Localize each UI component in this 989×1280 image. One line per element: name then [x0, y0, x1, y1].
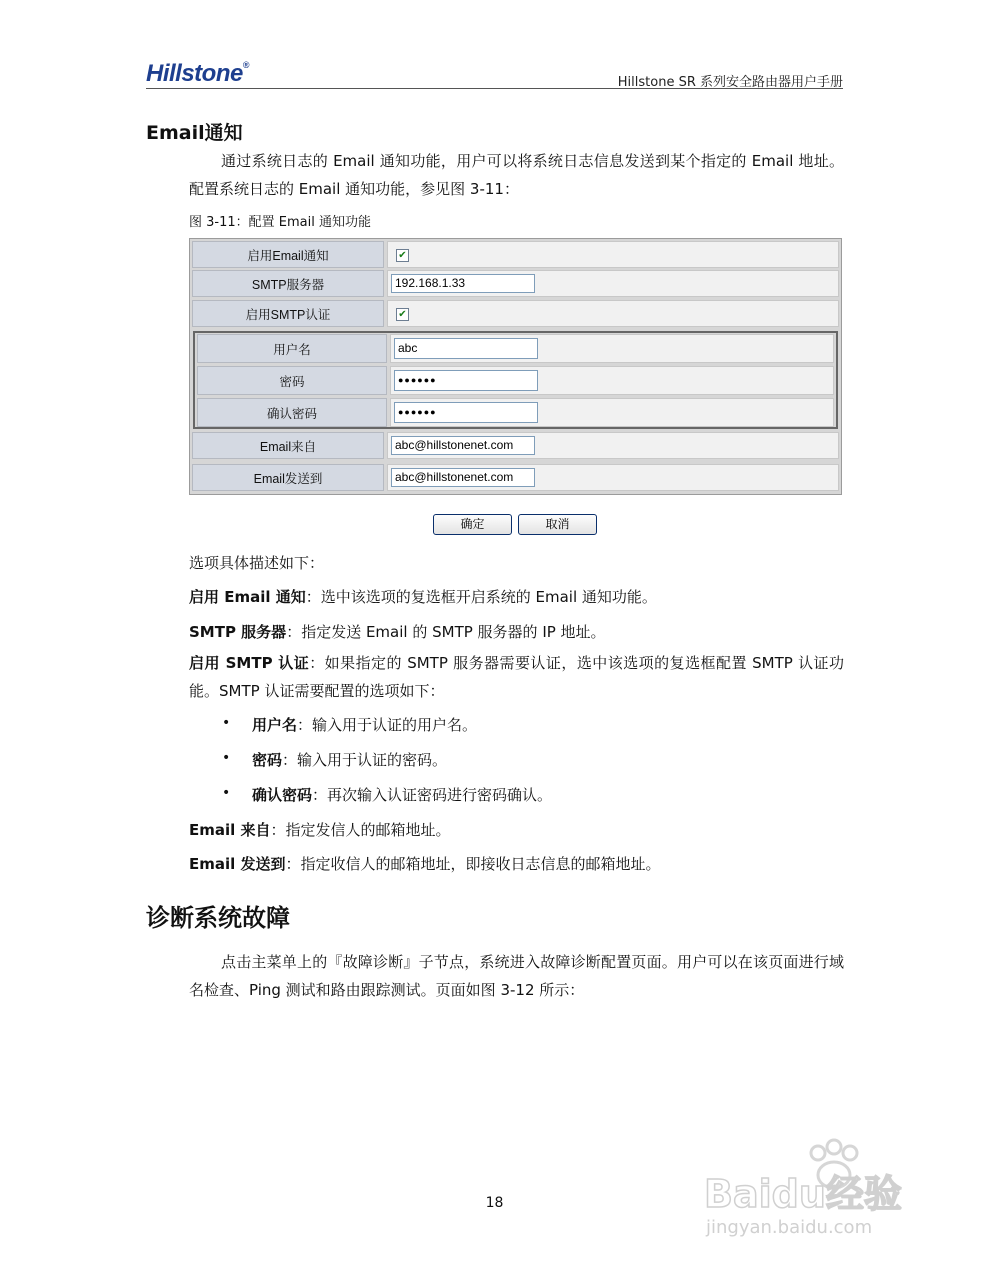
email-from-label: Email来自: [192, 432, 384, 459]
enable-email-checkbox[interactable]: ✔: [396, 249, 409, 262]
confirm-password-label: 确认密码: [197, 398, 387, 427]
password-input[interactable]: ●●●●●●: [394, 370, 538, 391]
email-to-input[interactable]: abc@hillstonenet.com: [391, 468, 535, 487]
bullet-dot: •: [222, 715, 231, 731]
username-label: 用户名: [197, 334, 387, 363]
hillstone-logo: Hillstone®: [146, 60, 249, 87]
username-input[interactable]: abc: [394, 338, 538, 359]
confirm-password-input[interactable]: ●●●●●●: [394, 402, 538, 423]
section-heading-email: Email通知: [146, 122, 243, 144]
page-number: 18: [485, 1195, 504, 1211]
desc-smtp-server: SMTP 服务器：指定发送 Email 的 SMTP 服务器的 IP 地址。: [189, 623, 606, 641]
email-config-form: [189, 238, 842, 495]
smtp-auth-group: [193, 331, 838, 429]
watermark-brand: Baidu经验: [704, 1172, 902, 1216]
desc-intro: 选项具体描述如下：: [189, 554, 325, 572]
email-from-input[interactable]: abc@hillstonenet.com: [391, 436, 535, 455]
form-row-password: [197, 366, 834, 395]
form-row-email-from: [192, 432, 839, 459]
form-row-confirm-password: [197, 398, 834, 427]
bullet-dot: •: [222, 785, 231, 801]
form-row-email-to: [192, 464, 839, 491]
figure-caption: 图 3-11：配置 Email 通知功能: [189, 215, 371, 230]
desc-smtp-auth: 启用 SMTP 认证：如果指定的 SMTP 服务器需要认证，选中该选项的复选框配置 SMTP 认证功能。SMTP 认证需要配置的选项如下：: [189, 654, 844, 700]
intro-paragraph: 通过系统日志的 Email 通知功能，用户可以将系统日志信息发送到某个指定的 Email 地址。配置系统日志的 Email 通知功能，参见图 3-11：: [189, 152, 844, 198]
header-divider: [146, 88, 843, 89]
ok-button[interactable]: 确定: [433, 514, 512, 535]
section-heading-diagnostics: 诊断系统故障: [146, 904, 290, 932]
form-row-enable-email: [192, 241, 839, 268]
enable-email-label: 启用Email通知: [192, 241, 384, 268]
form-row-enable-smtp-auth: [192, 300, 839, 327]
watermark-url: jingyan.baidu.com: [706, 1217, 873, 1238]
diagnostics-paragraph: 点击主菜单上的『故障诊断』子节点，系统进入故障诊断配置页面。用户可以在该页面进行域名检查、Ping 测试和路由跟踪测试。页面如图 3-12 所示：: [189, 953, 844, 999]
manual-title: Hillstone SR 系列安全路由器用户手册: [617, 75, 843, 90]
bullet-confirm-password: 确认密码：再次输入认证密码进行密码确认。: [252, 786, 553, 804]
bullet-dot: •: [222, 750, 231, 766]
desc-email-to: Email 发送到：指定收信人的邮箱地址，即接收日志信息的邮箱地址。: [189, 855, 661, 873]
enable-smtp-auth-label: 启用SMTP认证: [192, 300, 384, 327]
desc-email-from: Email 来自：指定发信人的邮箱地址。: [189, 821, 451, 839]
desc-enable-email: 启用 Email 通知：选中该选项的复选框开启系统的 Email 通知功能。: [189, 588, 657, 606]
smtp-server-label: SMTP服务器: [192, 270, 384, 297]
form-row-username: [197, 334, 834, 363]
enable-smtp-auth-checkbox[interactable]: ✔: [396, 308, 409, 321]
bullet-username: 用户名：输入用于认证的用户名。: [252, 716, 478, 734]
smtp-server-input[interactable]: 192.168.1.33: [391, 274, 535, 293]
email-to-label: Email发送到: [192, 464, 384, 491]
cancel-button[interactable]: 取消: [518, 514, 597, 535]
form-row-smtp-server: [192, 270, 839, 297]
baidu-watermark: [700, 1135, 930, 1245]
bullet-password: 密码：输入用于认证的密码。: [252, 751, 448, 769]
password-label: 密码: [197, 366, 387, 395]
